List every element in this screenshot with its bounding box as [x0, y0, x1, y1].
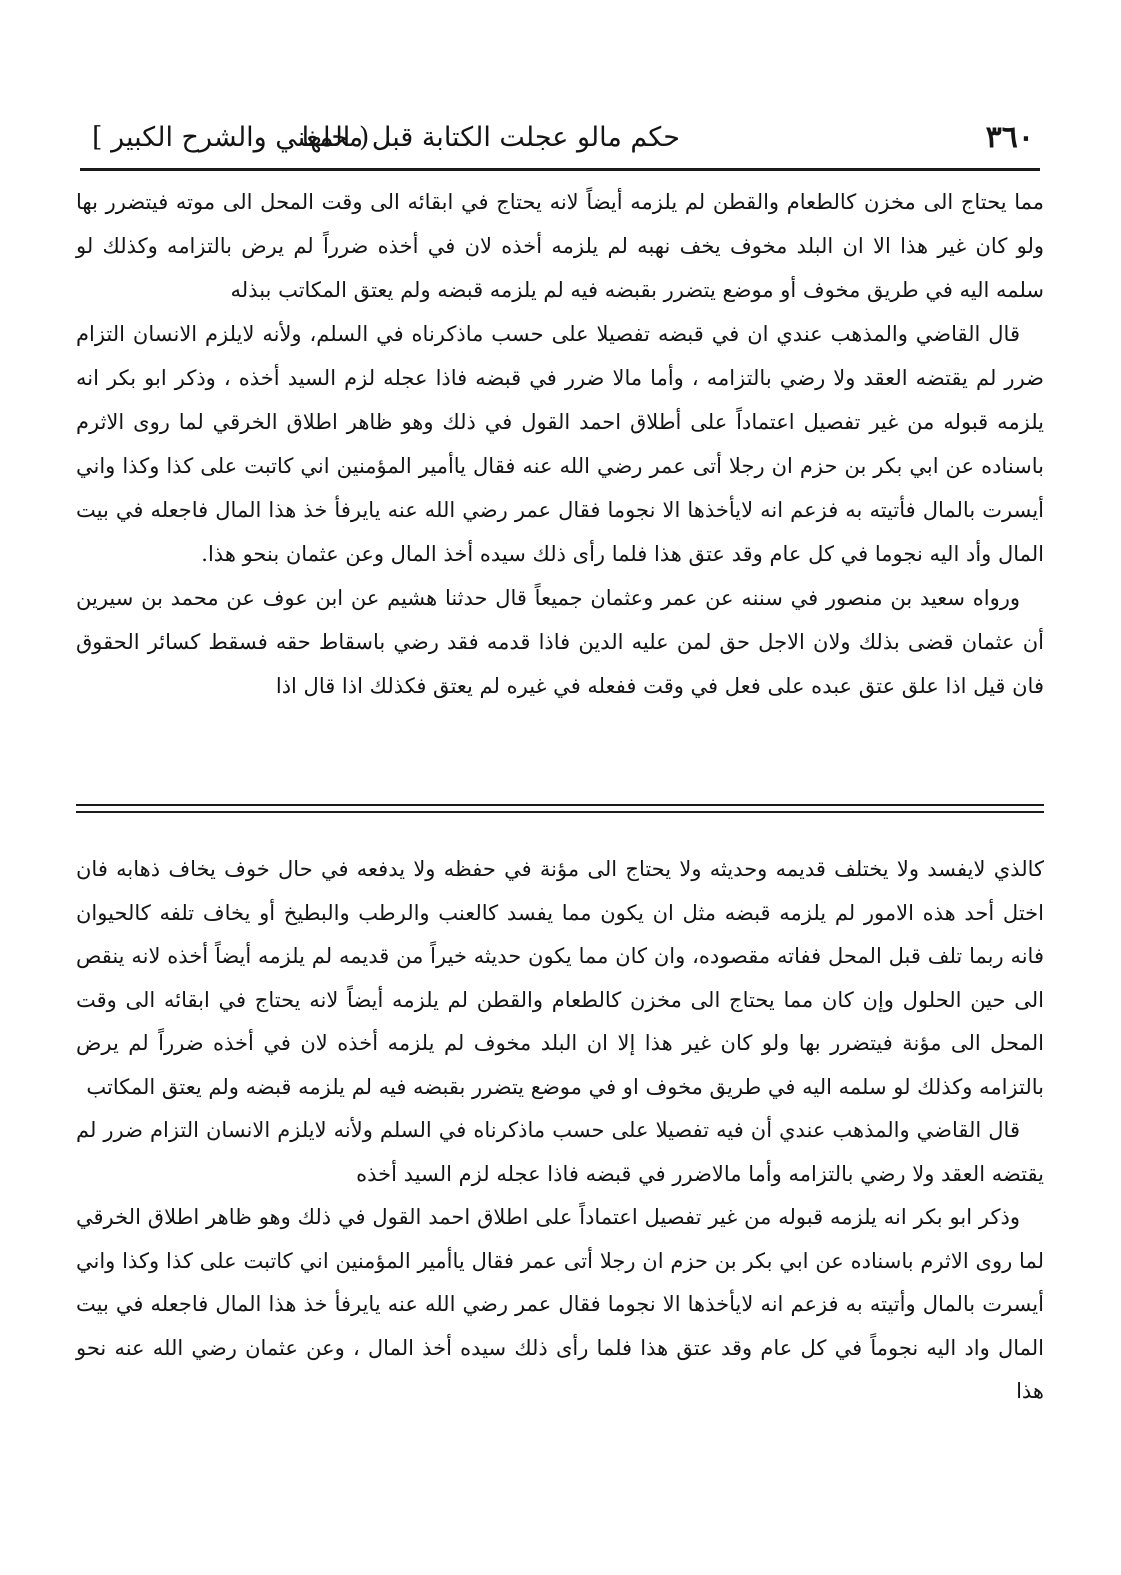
main-paragraph: ورواه سعيد بن منصور في سننه عن عمر وعثمان جميعاً قال حدثنا هشيم عن ابن عوف عن محمد بن سيرين أن عثمان قضى بذلك ولان الاجل حق لمن عليه الدين فاذا قدمه فقد رضي باسقاط حقه فسقط كسائر الحقوق فان قيل اذا علق عتق عبده على فعل في وقت ففعله في غيره لم يعتق فكذلك اذا قال اذا — [76, 586, 1044, 698]
book-title: ( المغني والشرح الكبير ] — [92, 122, 370, 153]
running-header — [80, 118, 1040, 164]
commentary-paragraph: وذكر ابو بكر انه يلزمه قبوله من غير تفصيل اعتماداً على اطلاق احمد القول في ذلك وهو ظاهر اطلاق الخرقي لما روى الاثرم باسناده عن ابي بكر بن حزم ان رجلا أتى عمر فقال ياأمير المؤمنين اني كاتبت على كذا وكذا واني أيسرت بالمال وأتيته به فزعم انه لايأخذها الا نجوما فقال عمر رضي الله عنه يايرفأ خذ هذا المال فاجعله في بيت المال واد اليه نجوماً في كل عام وقد عتق هذا فلما رأى ذلك سيده أخذ المال ، وعن عثمان رضي الله عنه نحو هذا — [76, 1205, 1044, 1403]
commentary-paragraph: قال القاضي والمذهب عندي أن فيه تفصيلا على حسب ماذكرناه في السلم ولأنه لايلزم الانسان التزام ضرر لم يقتضه العقد ولا رضي بالتزامه وأما مالاضرر في قبضه فاذا عجله لزم السيد أخذه — [76, 1118, 1044, 1186]
commentary-text — [76, 848, 1044, 1414]
main-paragraph: مما يحتاج الى مخزن كالطعام والقطن لم يلزمه أيضاً لانه يحتاج في ابقائه الى وقت المحل الى موته فيتضرر بها ولو كان غير هذا الا ان البلد مخوف يخف نهبه لم يلزمه أخذه لان في أخذه ضرراً لم يرض بالتزامه وكذلك لو سلمه اليه في طريق مخوف أو موضع يتضرر بقبضه فيه لم يلزمه قبضه ولم يعتق المكاتب ببذله — [76, 190, 1044, 302]
chapter-title: حكم مالو عجلت الكتابة قبل محلها — [301, 122, 680, 153]
page-number: ٣٦٠ — [985, 120, 1034, 155]
commentary-paragraph: كالذي لايفسد ولا يختلف قديمه وحديثه ولا يحتاج الى مؤنة في حفظه ولا يدفعه في حال خوف يخاف ذهابه فان اختل أحد هذه الامور لم يلزمه قبضه مثل ان يكون مما يفسد كالعنب والرطب والبطيخ أو يخاف تلفه كالحيوان فانه ربما تلف قبل المحل ففاته مقصوده، وان كان مما يكون حديثه خيراً من قديمه لم يلزمه أيضاً أخذه لانه ينقص الى حين الحلول وإن كان مما يحتاج الى مخزن كالطعام والقطن لم يلزمه أيضاً لانه يحتاج في ابقائه الى وقت المحل الى مؤنة فيتضرر بها ولو كان غير هذا إلا ان البلد مخوف لم يلزمه أخذه لان في أخذه ضرراً لم يرض بالتزامه وكذلك لو سلمه اليه في طريق مخوف او في موضع يتضرر بقبضه فيه لم يلزمه قبضه ولم يعتق المكاتب — [76, 857, 1044, 1099]
footnote-divider-top — [76, 804, 1044, 806]
footnote-divider-bottom — [76, 811, 1044, 813]
main-text — [76, 180, 1044, 708]
main-paragraph: قال القاضي والمذهب عندي ان في قبضه تفصيلا على حسب ماذكرناه في السلم، ولأنه لايلزم الانسان التزام ضرر لم يقتضه العقد ولا رضي بالتزامه ، وأما مالا ضرر في قبضه فاذا عجله لزم السيد أخذه ، وذكر ابو بكر انه يلزمه قبوله من غير تفصيل اعتماداً على أطلاق احمد القول في ذلك وهو ظاهر اطلاق الخرقي لما روى الاثرم باسناده عن ابي بكر بن حزم ان رجلا أتى عمر رضي الله عنه فقال ياأمير المؤمنين اني كاتبت على كذا وكذا واني أيسرت بالمال فأتيته به فزعم انه لايأخذها الا نجوما فقال عمر رضي الله عنه يايرفأ خذ هذا المال فاجعله في بيت المال وأد اليه نجوما في كل عام وقد عتق هذا فلما رأى ذلك سيده أخذ المال وعن عثمان بنحو هذا. — [76, 322, 1044, 566]
header-rule — [80, 168, 1040, 171]
